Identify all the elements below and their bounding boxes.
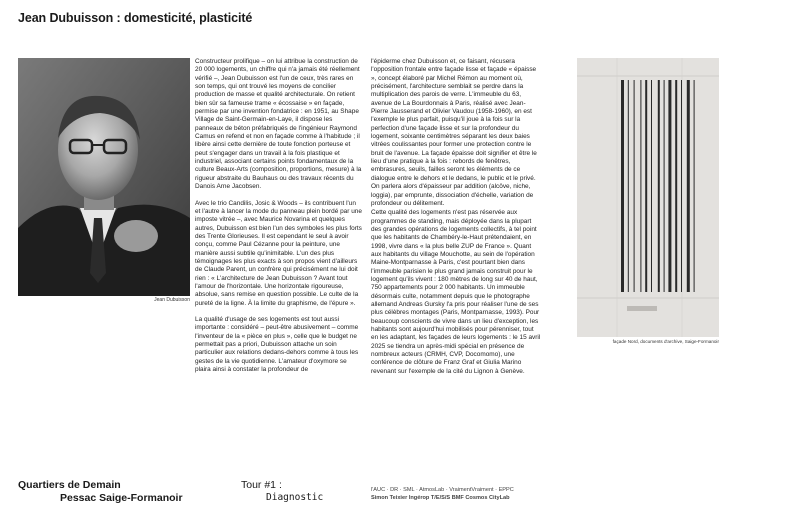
paragraph: Constructeur prolifique – on lui attribue la construction de 20 000 logements, un chiffre qui n'a jamais été réellement vérifié –, Jean Dubuisson est l'un de ceux, très rares en son temps, qui ont trouvé les moyens de concilier production de masse et qualité architecturale. On retient bien sûr sa fameuse trame « écossaise » en façade, permise par une invention fondatrice : en 1951, au Shape Village de Saint-Germain-en-Laye, il dispose les panneaux de béton préfabriqués de l'ingénieur Raymond Camus en refend et non en façade comme à l'habitude ; il libère ainsi cette dernière de toute fonction porteuse et peut s'engager dans un travail à la fois plastique et industriel, associant certains points fondamentaux de la culture Beaux-Arts (composition, proportions, mesure) à la rigueur abstraite du Bauhaus ou des travaux récents du Danois Arne Jacobsen. bbox=[195, 58, 362, 191]
facade-stripe bbox=[645, 80, 647, 292]
paragraph: Avec le trio Candilis, Josic & Woods – ils contribuent l'un et l'autre à lancer la mode du panneau plein bordé par une imposte vitrée –, avec Maurice Novarina et quelques autres, Dubuisson est bien l'un des symboles les plus forts des Trente Glorieuses. Il est cependant le seul à avoir conçu, comme Paul Cézanne pour la peinture, une manière aussi subtile qu'inimitable. L'un des plus témoignages les plus exacts à son propos vient d'ailleurs de Claude Parent, un confrère qui précisément ne lui doit rien : « L'architecture de Jean Dubuisson ? Avant tout l'amour de l'horizontale. Une horizontale rigoureuse, absolue, sans remise en question possible. Le culte de la pureté de la ligne. À la limite du graphisme, de l'épure ». bbox=[195, 199, 362, 307]
partners-line-2: Simon Teixier Ingérop T/E/S/S BMF Cosmos CityLab bbox=[371, 495, 510, 501]
tour-name: Diagnostic bbox=[266, 492, 324, 503]
partners-line-1: l'AUC · DR · SML · AtmosLab · VraimentVraiment · EPPC bbox=[371, 487, 514, 493]
site-name: Pessac Saige-Formanoir bbox=[60, 492, 183, 504]
text-column-2 bbox=[371, 58, 541, 384]
facade-stripe bbox=[634, 80, 635, 292]
page-title: Jean Dubuisson : domesticité, plasticité bbox=[18, 11, 253, 25]
facade-stripe bbox=[668, 80, 671, 292]
project-name: Quartiers de Demain bbox=[18, 479, 121, 491]
paragraph: Cette qualité des logements n'est pas réservée aux programmes de standing, mais déployée dans la plupart des grandes opérations de logements collectifs, à tel point que les habitants de Chambéry-le-Haut prétendaient, en 1998, vivre dans « la plus belle ZUP de France ». Quant aux habitants du village Mouchotte, au sein de l'opération Maine-Montparnasse à Paris, c'est pourtant bien dans l'immeuble parisien le plus grand jamais construit pour le logement qu'ils vivent : 180 mètres de long sur 40 de haut, 750 appartements pour 2 000 habitants. Un immeuble désormais culte, notamment depuis que le photographe allemand Andreas Gursky l'a pris pour réaliser l'une de ses plus célèbres montages (Paris, Montparnasse, 1993). Pour beaucoup conscients de vivre dans un lieu d'exception, les habitants sont aujourd'hui mobilisés pour pérenniser, tout en les adaptant, les façades de leurs logements : le 15 avril 2025 se tiendra un après-midi spécial en présence de nombreux acteurs (CRMH, CVP, Docomomo), une conférence de clôture de Franz Graf et Giulia Marino revenant sur l'exemple de la cité du Lignon à Genève. bbox=[371, 209, 541, 375]
facade-stripe bbox=[664, 80, 665, 292]
facade-caption: façade Nord, documents d'archive, Saige-Formanoir bbox=[612, 339, 719, 344]
portrait-photo bbox=[18, 58, 190, 296]
portrait-illustration bbox=[18, 58, 190, 296]
facade-stripe bbox=[694, 80, 695, 292]
facade-stripe bbox=[687, 80, 690, 292]
paragraph: La qualité d'usage de ses logements est tout aussi importante : considéré – peut-être abusivement – comme l'inventeur de la « pièce en plus », celle que le budget ne permettait pas a priori, Dubuisson attache un soin particulier aux relations dedans-dehors comme à tous les gestes de la vie quotidienne. L'amateur d'oxymore se plaira ainsi à constater la profondeur de bbox=[195, 315, 359, 374]
text-column-1 bbox=[195, 58, 362, 382]
facade-stripe bbox=[658, 80, 660, 292]
portrait-caption: Jean Dubuisson bbox=[154, 297, 190, 303]
facade-drawing bbox=[577, 58, 719, 337]
facade-stripe bbox=[681, 80, 682, 292]
facade-stripe bbox=[621, 80, 624, 292]
facade-archive-image bbox=[577, 58, 719, 337]
facade-stripe bbox=[628, 80, 629, 292]
facade-stripe bbox=[640, 80, 641, 292]
tour-label: Tour #1 : bbox=[241, 479, 282, 491]
facade-stripe bbox=[675, 80, 677, 292]
facade-stripe bbox=[651, 80, 652, 292]
paragraph: l'épiderme chez Dubuisson et, ce faisant, récusera l'opposition frontale entre façade lisse et façade « épaisse », concept élaboré par Michel Rémon au moment où, précisément, l'architecture semblait se perdre dans la multiplication des parois de verre. L'immeuble du 63, avenue de La Bourdonnais à Paris, réalisé avec Jean-Pierre Jausserand et Olivier Vaudou (1958-1960), en est l'exemple le plus parfait, puisqu'il joue à la fois sur la perfection d'une façade lisse et sur la profondeur du logement, soixante centimètres séparant les deux baies vitrées coulissantes pour former une protection contre le bruit de l'avenue. La façade épaisse doit signifier et être le lieu d'une pratique à la fois : rebords de fenêtres, embrasures, seuils, failles seront les éléments de ce dialogue entre le dehors et le dedans, le public et le privé. On parlera alors d'épaisseur par addition (alcôve, niche, loggia), par emprunte, dissociation d'échelle, variation de profondeur ou délitement. bbox=[371, 58, 537, 207]
